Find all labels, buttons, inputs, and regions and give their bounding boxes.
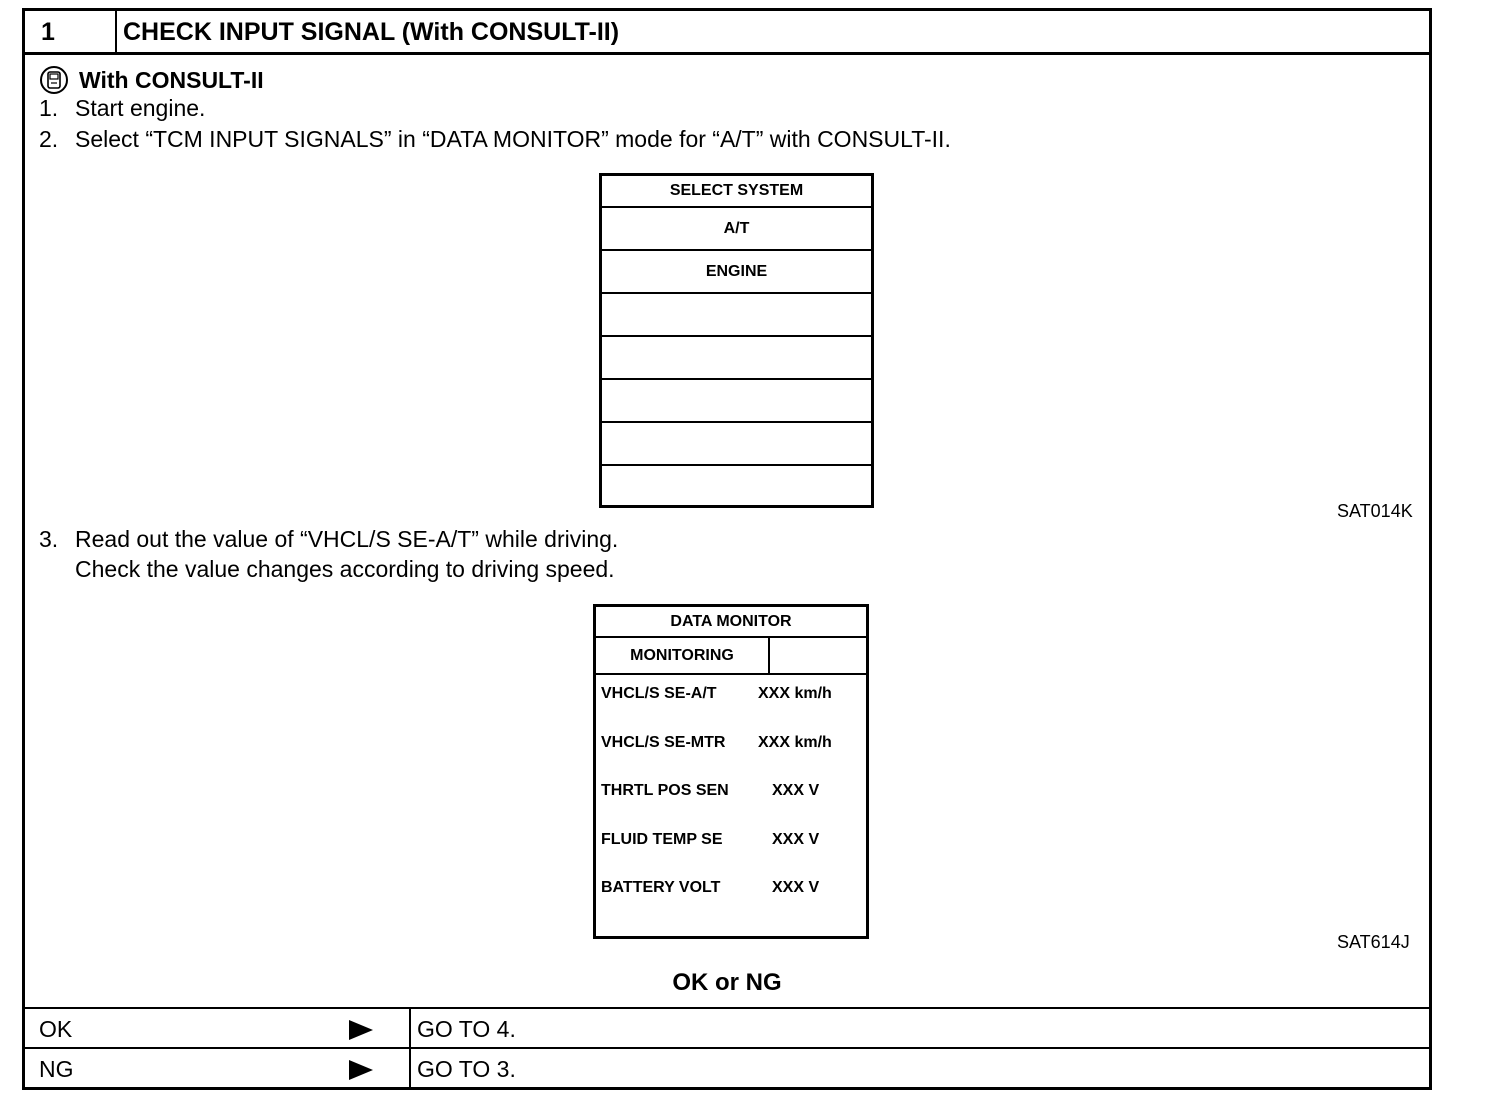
result-heading: OK or NG [672,969,782,996]
result-ng-label: NG [39,1056,74,1082]
select-system-item[interactable] [602,294,871,337]
result-ng-action: GO TO 3. [417,1056,516,1082]
consult-tool-icon [39,65,69,95]
step-3: 3. Read out the value of “VHCL/S SE-A/T” while driving. [39,526,619,552]
result-divider [409,1009,411,1047]
result-row-ng [25,1049,1429,1090]
monitor-item-value: XXX km/h [758,685,832,702]
select-system-item[interactable] [602,337,871,380]
procedure-table [22,8,1432,1090]
step-3-note: Check the value changes according to driving speed. [75,556,615,582]
step-title: CHECK INPUT SIGNAL (With CONSULT-II) [123,18,620,46]
result-row-ok [25,1007,1429,1049]
figure-code-select-system: SAT014K [1337,501,1413,521]
monitoring-status: MONITORING [596,638,770,673]
select-system-item[interactable] [602,466,871,509]
figure-code-data-monitor: SAT614J [1337,932,1410,952]
monitor-item-label: VHCL/S SE-MTR [601,734,726,751]
data-monitor-title: DATA MONITOR [596,607,866,638]
monitor-item-label: THRTL POS SEN [601,782,729,799]
select-system-item[interactable] [602,423,871,466]
data-monitor-status-bar [596,638,866,675]
step-number: 1 [25,11,117,52]
select-system-item[interactable] [602,380,871,423]
monitor-item-label: BATTERY VOLT [601,879,721,896]
result-ok-label: OK [39,1016,73,1042]
monitor-item-label: VHCL/S SE-A/T [601,685,717,702]
monitor-item-value: XXX V [772,831,820,848]
monitor-item-value: XXX V [772,782,820,799]
arrow-right-icon [349,1020,373,1040]
step-2: 2. Select “TCM INPUT SIGNALS” in “DATA MONITOR” mode for “A/T” with CONSULT-II. [39,126,951,152]
with-consult-line [39,65,264,95]
select-system-item[interactable]: A/T [602,208,871,251]
result-ok-action: GO TO 4. [417,1016,516,1042]
monitor-item-value: XXX V [772,879,820,896]
select-system-title: SELECT SYSTEM [602,176,871,208]
step-header [25,11,1429,55]
step-1: 1. Start engine. [39,95,206,121]
result-divider [409,1049,411,1090]
monitor-item-value: XXX km/h [758,734,832,751]
monitor-item-label: FLUID TEMP SE [601,831,723,848]
select-system-item[interactable]: ENGINE [602,251,871,294]
with-consult-label: With CONSULT-II [79,66,264,93]
arrow-right-icon [349,1060,373,1080]
select-system-screen [599,173,874,508]
data-monitor-screen [593,604,869,939]
